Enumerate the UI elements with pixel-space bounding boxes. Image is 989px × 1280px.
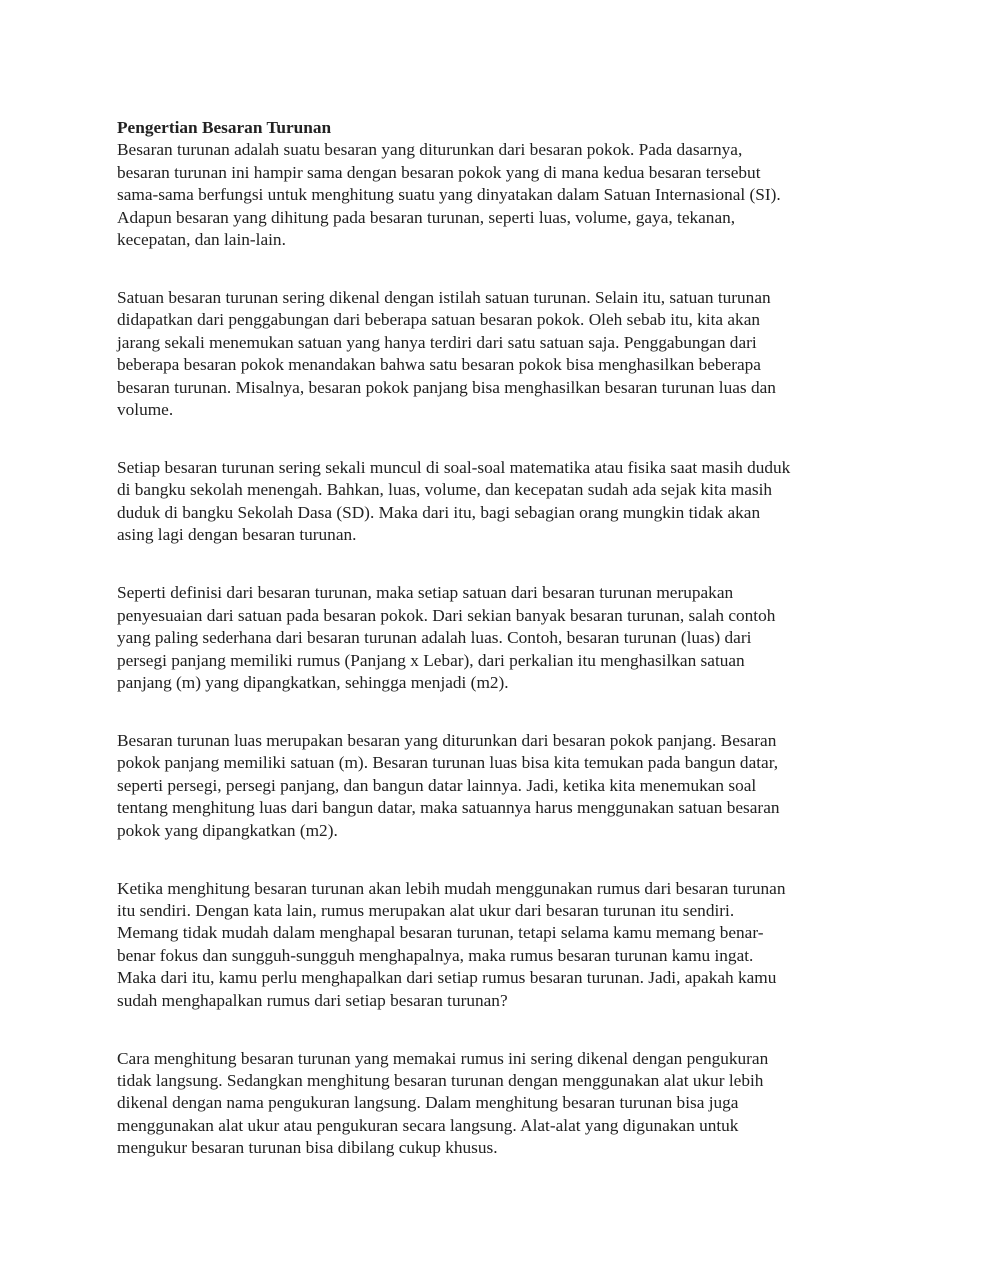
document-title: Pengertian Besaran Turunan: [117, 118, 332, 137]
text-line: penyesuaian dari satuan pada besaran pokok. Dari sekian banyak besaran turunan, salah contoh: [117, 605, 776, 625]
text-line: pokok panjang memiliki satuan (m). Besaran turunan luas bisa kita temukan pada bangun datar,: [117, 753, 779, 773]
text-line: Setiap besaran turunan sering sekali muncul di soal-soal matematika atau fisika saat masih duduk: [117, 458, 791, 478]
text-line: itu sendiri. Dengan kata lain, rumus merupakan alat ukur dari besaran turunan itu sendiri.: [117, 900, 735, 920]
text-line: tentang menghitung luas dari bangun datar, maka satuannya harus menggunakan satuan besaran: [117, 798, 780, 818]
paragraph: [117, 1048, 790, 1160]
text-line: beberapa besaran pokok menandakan bahwa satu besaran pokok bisa menghasilkan beberapa: [117, 355, 761, 375]
paragraph: [117, 457, 790, 547]
text-line: volume.: [117, 400, 174, 420]
document-body: [117, 139, 790, 1159]
text-line: persegi panjang memiliki rumus (Panjang x Lebar), dari perkalian itu menghasilkan satuan: [117, 650, 745, 670]
text-line: seperti persegi, persegi panjang, dan bangun datar lainnya. Jadi, ketika kita menemukan soal: [117, 775, 757, 795]
text-line: Cara menghitung besaran turunan yang memakai rumus ini sering dikenal dengan pengukuran: [117, 1048, 769, 1068]
text-line: yang paling sederhana dari besaran turunan adalah luas. Contoh, besaran turunan (luas) dari: [117, 628, 752, 648]
text-line: sama-sama berfungsi untuk menghitung suatu yang dinyatakan dalam Satuan Internasional (SI).: [117, 185, 781, 205]
text-line: asing lagi dengan besaran turunan.: [117, 525, 357, 545]
paragraph: [117, 730, 790, 842]
text-line: Satuan besaran turunan sering dikenal dengan istilah satuan turunan. Selain itu, satuan turunan: [117, 288, 771, 308]
text-line: jarang sekali menemukan satuan yang hanya terdiri dari satu satuan saja. Penggabungan dari: [117, 332, 757, 352]
text-line: Memang tidak mudah dalam menghapal besaran turunan, tetapi selama kamu memang benar-: [117, 923, 764, 943]
text-line: Seperti definisi dari besaran turunan, maka setiap satuan dari besaran turunan merupakan: [117, 583, 734, 603]
paragraph: [117, 878, 790, 1012]
text-line: Ketika menghitung besaran turunan akan lebih mudah menggunakan rumus dari besaran turunan: [117, 878, 786, 898]
text-line: duduk di bangku Sekolah Dasa (SD). Maka dari itu, bagi sebagian orang mungkin tidak akan: [117, 502, 761, 522]
text-line: dikenal dengan nama pengukuran langsung. Dalam menghitung besaran turunan bisa juga: [117, 1093, 739, 1113]
text-line: Besaran turunan luas merupakan besaran yang diturunkan dari besaran pokok panjang. Besaran: [117, 730, 777, 750]
text-line: tidak langsung. Sedangkan menghitung besaran turunan dengan menggunakan alat ukur lebih: [117, 1070, 764, 1090]
text-line: benar fokus dan sungguh-sungguh menghapalnya, maka rumus besaran turunan kamu ingat.: [117, 945, 754, 965]
text-line: Adapun besaran yang dihitung pada besaran turunan, seperti luas, volume, gaya, tekanan,: [117, 207, 736, 227]
text-line: mengukur besaran turunan bisa dibilang cukup khusus.: [117, 1138, 498, 1158]
text-line: besaran turunan. Misalnya, besaran pokok panjang bisa menghasilkan besaran turunan luas dan: [117, 377, 776, 397]
text-line: besaran turunan ini hampir sama dengan besaran pokok yang di mana kedua besaran tersebut: [117, 162, 761, 182]
text-line: pokok yang dipangkatkan (m2).: [117, 820, 338, 840]
text-line: di bangku sekolah menengah. Bahkan, luas, volume, dan kecepatan sudah ada sejak kita masih: [117, 480, 773, 500]
paragraph: [117, 582, 790, 694]
text-line: Maka dari itu, kamu perlu menghapalkan dari setiap rumus besaran turunan. Jadi, apakah kamu: [117, 968, 777, 988]
paragraph: [117, 139, 790, 251]
paragraph: [117, 287, 790, 421]
text-line: panjang (m) yang dipangkatkan, sehingga menjadi (m2).: [117, 672, 509, 692]
text-line: sudah menghapalkan rumus dari setiap besaran turunan?: [117, 990, 508, 1010]
text-line: menggunakan alat ukur atau pengukuran secara langsung. Alat-alat yang digunakan untuk: [117, 1115, 739, 1135]
text-line: Besaran turunan adalah suatu besaran yang diturunkan dari besaran pokok. Pada dasarnya,: [117, 140, 743, 160]
document-page: [117, 117, 790, 1195]
text-line: kecepatan, dan lain-lain.: [117, 230, 286, 250]
text-line: didapatkan dari penggabungan dari beberapa satuan besaran pokok. Oleh sebab itu, kita akan: [117, 310, 761, 330]
